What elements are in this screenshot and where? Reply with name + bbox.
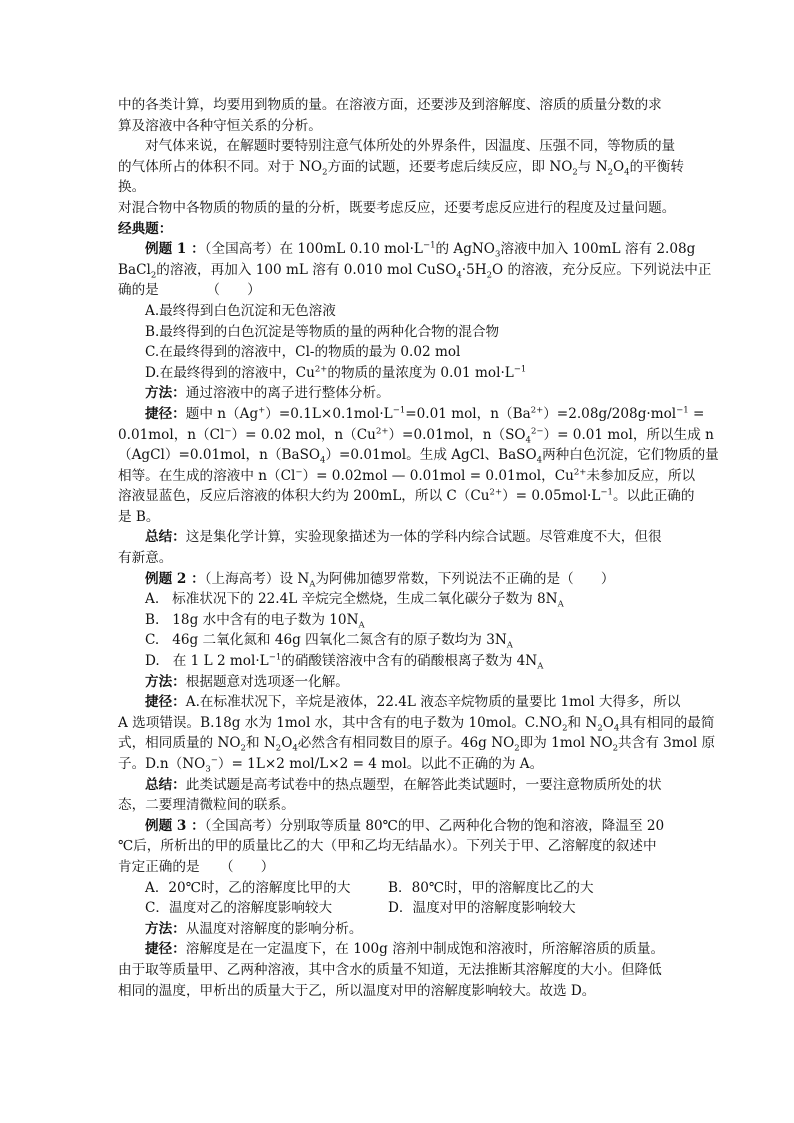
example-2-option-a: A. 标准状况下的 22.4L 辛烷完全燃烧，生成二氧化碳分子数为 $8N_A$: [145, 591, 564, 610]
example-2-method: 方法：根据题意对选项逐一化解。: [145, 673, 349, 690]
example-1-option-d: D.在最终得到的溶液中，$Cu^{2+}$的物质的量浓度为 0.01 $mol\cdot L^{-1}$: [145, 364, 527, 381]
gas-paragraph-line: 的气体所占的体积不同。对于 $NO_2$方面的试题，还要考虑后续反应，即 $NO_2$与 $N_2O_4$的平衡转: [118, 158, 684, 178]
example-3-options-row-1: [118, 878, 684, 899]
example-1-option-a: A.最终得到白色沉淀和无色溶液: [145, 302, 336, 319]
intro-line: 算及溶液中各种守恒关系的分析。: [118, 117, 322, 134]
example-1-solution: 捷径：题中 $n(Ag^+)=0.1L\times 0.1mol\cdot L^{-1}=0.01$ mol，$n(Ba^{2+})=2.08g/208g\cdot mol^{-1}$ =: [145, 405, 705, 422]
section-heading: 经典题：: [118, 220, 173, 237]
example-2-solution: 捷径：A.在标准状况下，辛烷是液体，22.4L 液态辛烷物质的量要比 1mol 大得多，所以: [145, 694, 681, 711]
example-3-stem: 例题 3 ：（全国高考）分别取等质量 80℃的甲、乙两种化合物的饱和溶液，降温至 20: [145, 817, 665, 834]
example-1-summary-line: 有新意。: [118, 550, 173, 567]
example-3-solution-line: 由于取等质量甲、乙两种溶液，其中含水的质量不知道，无法推断其溶解度的大小。但降低: [118, 961, 662, 978]
example-2-option-b: B. 18g 水中含有的电子数为 $10N_A$: [145, 611, 365, 631]
example-3-method: 方法：从温度对溶解度的影响分析。: [145, 920, 363, 937]
example-2-solution-line: 子。$D.n(NO_3^-)= 1L\times 2$ mol/L×2 = 4 mol。以此不正确的为 A。: [118, 755, 544, 775]
example-1-summary: 总结：这是集化学计算，实验现象描述为一体的学科内综合试题。尽管难度不大，但很: [145, 529, 662, 546]
example-3-option-c: C．温度对乙的溶解度影响较大: [145, 900, 333, 917]
example-3-stem-line: 肯定正确的是 （ ）: [118, 858, 275, 875]
gas-paragraph: 对气体来说，在解题时要特别注意气体所处的外界条件，因温度、压强不同，等物质的量: [145, 138, 676, 155]
example-1-solution-line: 相等。在生成的溶液中 n（Cl−）= 0.02mol — 0.01mol = 0.01mol，$Cu^{2+}$未参加反应，所以: [118, 467, 696, 484]
mixture-paragraph: 对混合物中各物质的物质的量的分析，既要考虑反应，还要考虑反应进行的程度及过量问题。: [118, 199, 676, 216]
example-2-summary-line: 态，二要理清微粒间的联系。: [118, 797, 295, 814]
example-1-option-c: C.在最终得到的溶液中，Cl-的物质的最为 0.02 mol: [145, 344, 461, 361]
example-3-solution: 捷径：溶解度是在一定温度下，在 100g 溶剂中制成饱和溶液时，所溶解溶质的质量。: [145, 941, 665, 958]
example-1-stem-line: BaCl$_2$的溶液，再加入 100 mL 溶有 0.010 mol $CuSO_4\cdot 5H_2O$ 的溶液，充分反应。下列说法中正: [118, 261, 712, 281]
example-1-solution-line: 0.01mol，n（Cl−）= 0.02 mol，$n(Cu^{2+})=0.01mol$，$n(SO_4^{2-})= 0.01$ mol，所以生成 n: [118, 425, 714, 446]
example-2-solution-line: A 选项错误。B.18g 水为 1mol 水，其中含有的电子数为 10mol。$C.NO_2$和 $N_2O_4$具有相同的最简: [118, 714, 715, 734]
example-1-solution-line: 是 B。: [118, 508, 160, 525]
example-1-solution-line: 溶液显蓝色，反应后溶液的体积大约为 200mL，所以 $C(Cu^{2+})= 0.05mol\cdot L^{-1}$。以此正确的: [118, 487, 695, 505]
document-page: [118, 95, 719, 1001]
example-1-method: 方法：通过溶液中的离子进行整体分析。: [145, 385, 390, 402]
example-1-option-b: B.最终得到的白色沉淀是等物质的量的两种化合物的混合物: [145, 323, 500, 340]
example-3-stem-line: ℃后，所析出的甲的质量比乙的大（甲和乙均无结晶水）。下列关于甲、乙溶解度的叙述中: [118, 838, 657, 855]
gas-paragraph-line: 换。: [118, 179, 146, 196]
example-3-option-b: B．80℃时，甲的溶解度比乙的大: [388, 879, 594, 896]
example-2-option-c: C. 46g 二氧化氮和 46g 四氧化二氮含有的原子数均为 $3N_A$: [145, 632, 513, 652]
example-1-stem: 例题 1 ：（全国高考）在 100mL 0.10 $mol\cdot L^{-1}$的 AgNO$_3$溶液中加入 100mL 溶有 2.08g: [145, 240, 696, 260]
intro-line: 中的各类计算，均要用到物质的量。在溶液方面，还要涉及到溶解度、溶质的质量分数的求: [118, 97, 662, 113]
example-3-solution-line: 相同的温度，甲析出的质量大于乙，所以温度对甲的溶解度影响较大。故选 D。: [118, 982, 596, 999]
example-2-solution-line: 式，相同质量的 $NO_2$和 $N_2O_4$必然含有相同数目的原子。46g $NO_2$即为 1mol $NO_2$共含有 3mol 原: [118, 735, 716, 755]
example-2-stem: 例题 2 ：（上海高考）设 $N_A$为阿佛加德罗常数，下列说法不正确的是（ ）: [145, 570, 615, 590]
example-1-stem-line: 确的是 （ ）: [118, 282, 261, 299]
example-2-option-d: D. 在 1 L 2 $mol\cdot L^{-1}$的硝酸镁溶液中含有的硝酸根离子数为 $4N_A$: [145, 652, 544, 672]
example-3-option-d: D．温度对甲的溶解度影响较大: [388, 900, 576, 917]
example-1-solution-line: （AgCl）=0.01mol，n（BaSO$_4$）=0.01mol。生成 AgCl、BaSO$_4$两种白色沉淀，它们物质的量: [118, 447, 719, 466]
example-3-option-a: A．20℃时，乙的溶解度比甲的大: [145, 879, 351, 896]
example-3-options-row-2: [118, 898, 684, 919]
example-2-summary: 总结：此类试题是高考试卷中的热点题型，在解答此类试题时，一要注意物质所处的状: [145, 776, 662, 793]
